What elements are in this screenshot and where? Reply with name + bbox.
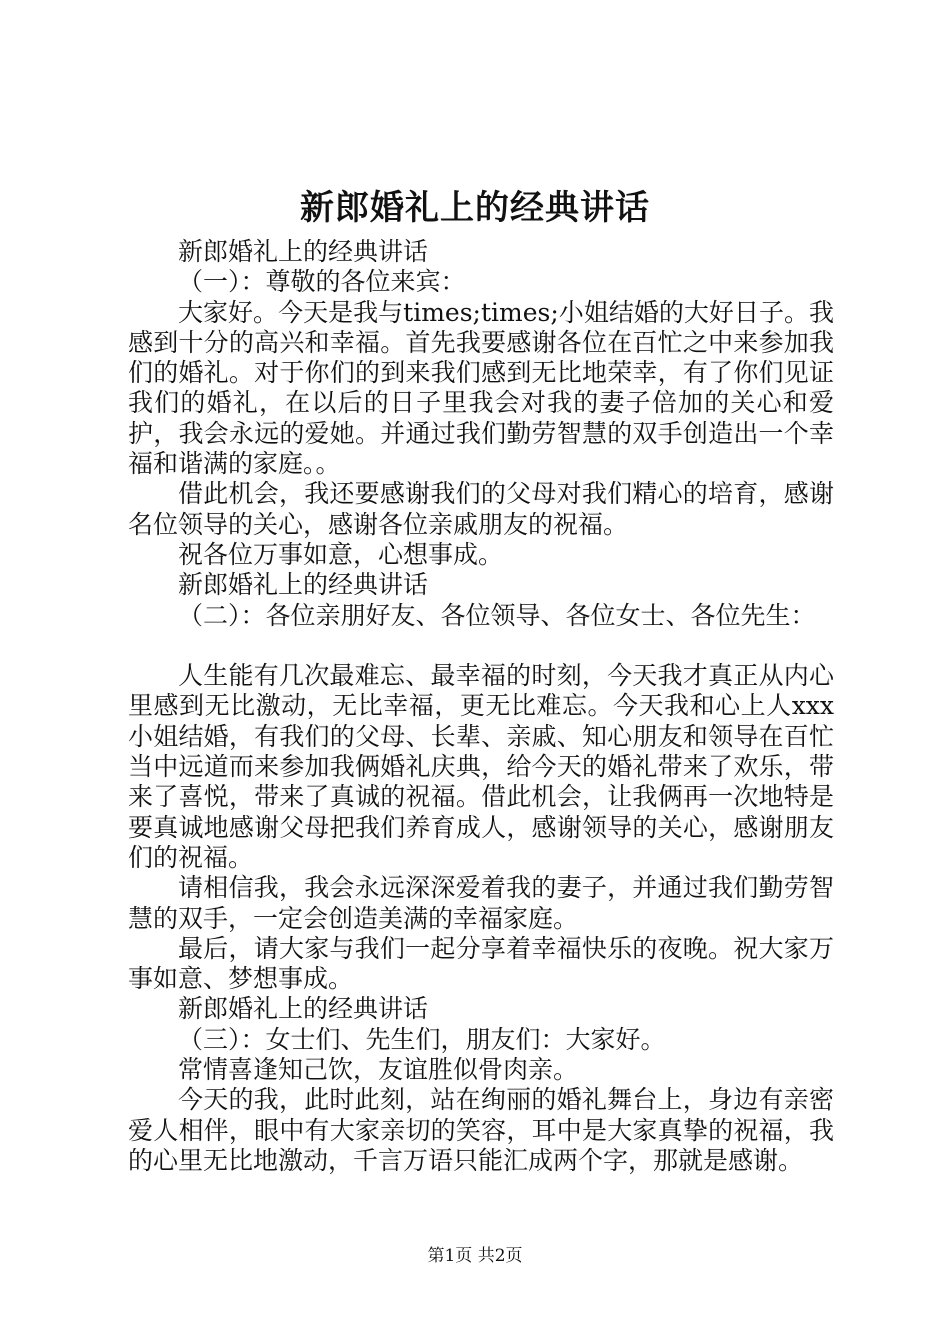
paragraph: 大家好。今天是我与times;times;小姐结婚的大好日子。我感到十分的高兴和幸福。首先我要感谢各位在百忙之中来参加我们的婚礼。对于你们的到来我们感到无比地荣幸，有了你们见证我们的婚礼，在以后的日子里我会对我的妻子倍加的关心和爱护，我会永远的爱她。并通过我们勤劳智慧的双手创造出一个幸福和谐满的家庭。。 [128,297,834,479]
paragraph: 最后，请大家与我们一起分享着幸福快乐的夜晚。祝大家万事如意、梦想事成。 [128,933,834,994]
paragraph: 借此机会，我还要感谢我们的父母对我们精心的培育，感谢名位领导的关心，感谢各位亲戚朋友的祝福。 [128,479,834,539]
greeting: （三）：女士们、先生们，朋友们：大家好。 [178,1024,666,1054]
paragraph: 请相信我，我会永远深深爱着我的妻子，并通过我们勤劳智慧的双手，一定会创造美满的幸福家庭。 [128,873,834,933]
blank-line [128,631,834,661]
paragraph: 今天的我，此时此刻，站在绚丽的婚礼舞台上，身边有亲密爱人相伴，眼中有大家亲切的笑容，耳中是大家真挚的祝福，我的心里无比地激动，千言万语只能汇成两个字，那就是感谢。 [128,1085,834,1175]
document-title: 新郎婚礼上的经典讲话 [300,188,650,228]
paragraph: 常情喜逢知己饮，友谊胜似骨肉亲。 [178,1055,579,1085]
section-heading: 新郎婚礼上的经典讲话 [178,237,429,266]
greeting: （二）：各位亲朋好友、各位领导、各位女士、各位先生： [178,600,816,630]
greeting: （一）：尊敬的各位来宾： [178,267,466,297]
section-heading: 新郎婚礼上的经典讲话 [178,994,429,1024]
paragraph: 人生能有几次最难忘、最幸福的时刻，今天我才真正从内心里感到无比激动，无比幸福，更无比难忘。今天我和心上人xxx小姐结婚，有我们的父母、长辈、亲戚、知心朋友和领导在百忙当中远道而来参加我俩婚礼庆典，给今天的婚礼带来了欢乐，带来了喜悦，带来了真诚的祝福。借此机会，让我俩再一次地特是要真诚地感谢父母把我们养育成人，感谢领导的关心，感谢朋友们的祝福。 [128,661,834,872]
section-heading: 新郎婚礼上的经典讲话 [178,570,429,600]
document-body [128,237,834,1176]
page-number: 第1页 共2页 [427,1246,523,1266]
paragraph: 祝各位万事如意，心想事成。 [178,539,504,569]
